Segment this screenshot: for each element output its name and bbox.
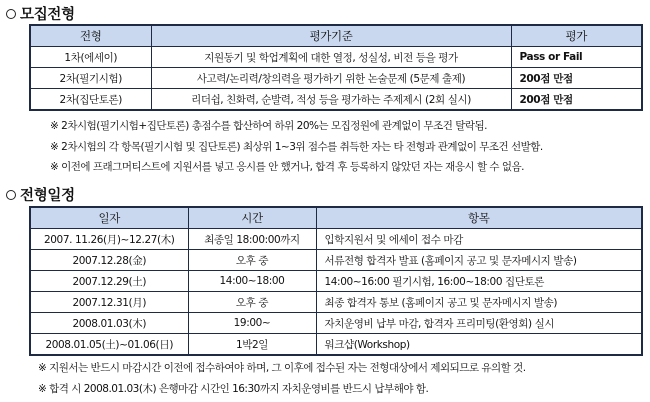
table-row [30,250,642,271]
table-header-row [30,25,642,47]
eval-cell: 200점 만점 [511,89,642,111]
eval-cell: 200점 만점 [511,68,642,89]
section-title-recruitment [6,3,75,24]
note-line: ※ 2차시험의 각 항목(필기시험 및 집단토론) 최상위 1~3위 점수를 취득한 자는 타 전형과 관계없이 무조건 선발함. [50,141,543,153]
table-row [30,47,642,68]
circle-bullet-icon [6,190,16,200]
time-cell: 오후 중 [188,250,316,271]
note-line: ※ 2차시험(필기시험+집단토론) 총점수를 합산하여 하위 20%는 모집정원에 관계없이 무조건 탈락됨. [50,120,487,132]
column-header: 평가 [511,25,642,47]
note-line: ※ 이전에 프래그머티스트에 지원서를 넣고 응시를 안 했거나, 합격 후 등록하지 않았던 자는 재응시 할 수 없음. [50,161,525,173]
schedule-table [29,206,643,356]
table-row [30,271,642,292]
column-header: 전형 [30,25,151,47]
time-cell: 최종일 18:00:00까지 [188,229,316,250]
time-cell: 19:00~ [188,313,316,334]
date-cell: 2008.01.03(木) [30,313,188,334]
note-line: ※ 합격 시 2008.01.03(木) 은행마감 시간인 16:30까지 자치운영비를 반드시 납부해야 함. [38,383,429,395]
type-cell: 2차(필기시험) [30,68,151,89]
item-cell: 워크샵(Workshop) [316,334,642,356]
note-line: ※ 지원서는 반드시 마감시간 이전에 접수하여야 하며, 그 이후에 접수된 자는 전형대상에서 제외되므로 유의할 것. [38,362,526,374]
table-row [30,89,642,111]
item-cell: 최종 합격자 통보 (홈페이지 공고 및 문자메시지 발송) [316,292,642,313]
date-cell: 2007.12.31(月) [30,292,188,313]
section-title-text: 전형일정 [20,188,75,204]
item-cell: 입학지원서 및 에세이 접수 마감 [316,229,642,250]
section-title-text: 모집전형 [20,7,75,23]
criteria-cell: 리더쉽, 친화력, 순발력, 적성 등을 평가하는 주제제시 (2회 실시) [151,89,511,111]
recruitment-table [29,24,643,111]
item-cell: 서류전형 합격자 발표 (홈페이지 공고 및 문자메시지 발송) [316,250,642,271]
time-cell: 오후 중 [188,292,316,313]
table-row [30,229,642,250]
column-header: 시간 [188,207,316,229]
criteria-cell: 사고력/논리력/창의력을 평가하기 위한 논술문제 (5문제 출제) [151,68,511,89]
column-header: 일자 [30,207,188,229]
date-cell: 2007.12.28(金) [30,250,188,271]
eval-cell: Pass or Fail [511,47,642,68]
date-cell: 2007. 11.26(月)~12.27(木) [30,229,188,250]
date-cell: 2008.01.05(土)~01.06(日) [30,334,188,356]
table-row [30,313,642,334]
time-cell: 1박2일 [188,334,316,356]
date-cell: 2007.12.29(土) [30,271,188,292]
table-row [30,68,642,89]
item-cell: 14:00~16:00 필기시험, 16:00~18:00 집단토론 [316,271,642,292]
type-cell: 2차(집단토론) [30,89,151,111]
item-cell: 자치운영비 납부 마감, 합격자 프리미팅(환영회) 실시 [316,313,642,334]
column-header: 평가기준 [151,25,511,47]
section-title-schedule [6,184,75,205]
column-header: 항목 [316,207,642,229]
table-row [30,334,642,356]
table-header-row [30,207,642,229]
criteria-cell: 지원동기 및 학업계획에 대한 열정, 성실성, 비전 등을 평가 [151,47,511,68]
circle-bullet-icon [6,9,16,19]
time-cell: 14:00~18:00 [188,271,316,292]
table-row [30,292,642,313]
type-cell: 1차(에세이) [30,47,151,68]
